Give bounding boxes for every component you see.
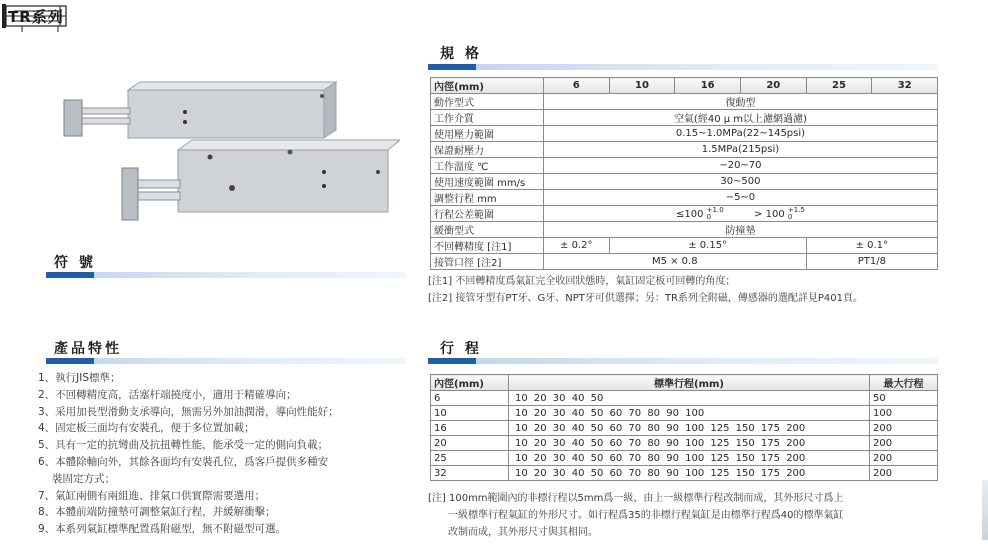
spec-col-10: 10 [609,78,675,94]
spec-row: 使用壓力範圍 0.15~1.0MPa(22~145psi) [431,126,938,142]
spec-row: 使用速度範圍 mm/s 30~500 [431,174,938,190]
spec-col-16: 16 [675,78,741,94]
stroke-note-line: 一級標準行程氣缸的外形尺寸。如行程爲35的非標行程氣缸是由標準行程爲40的標準氣缸 [448,510,844,521]
page-title: TR系列 [8,8,64,26]
spec-table [430,77,938,270]
feature-item: 6、本體除軸向外，其餘各面均有安裝孔位，爲客戶提供多種安 [38,455,329,468]
spec-col-20: 20 [740,78,806,94]
spec-row-accuracy: 不回轉精度 [注1] ± 0.2° ± 0.15° ± 0.1° [431,238,938,254]
spec-col-bore: 內徑(mm) [431,78,544,94]
spec-row: 工作溫度 ℃ −20~70 [431,158,938,174]
feature-item: 4、固定板三面均有安裝孔，便于多位置加載； [38,422,255,435]
symbol-heading: 符 號 [54,255,96,271]
product-photo [60,60,400,240]
spec-col-25: 25 [806,78,872,94]
feature-item: 1、執行JIS標準； [38,372,121,384]
stroke-note-line: 改制而成，其外形尺寸與其相同。 [448,527,598,538]
stroke-row: 25 10 20 30 40 50 60 70 80 90 100 125 150 175 200 200 [431,451,938,466]
spec-note-2: [注2] 接管牙型有PT牙、G牙、NPT牙可供選擇；另：TR系列全附磁，傳感器的選配詳見P401頁。 [428,293,864,304]
features-list [38,370,408,538]
feature-item: 7、氣缸兩側有兩組進、排氣口供實際需要選用； [38,489,266,502]
spec-row: 工作介質 空氣(經40 μ m以上濾網過濾) [431,110,938,126]
spec-col-32: 32 [872,78,938,94]
stroke-note-line: [注] 100mm範圍內的非標行程以5mm爲一級，由上一級標準行程改制而成，其外形尺寸爲上 [428,493,844,504]
page-edge-decoration [982,480,988,540]
spec-row-tolerance: 行程公差範圍 ≤100 +1.0 0 > 100 +1.5 0 [431,206,938,222]
feature-item: 9、本系列氣缸標準配置爲附磁型，無不附磁型可選。 [38,523,287,536]
spec-row: 保證耐壓力 1.5MPa(215psi) [431,142,938,158]
stroke-row: 10 10 20 30 40 50 60 70 80 90 100 100 [431,406,938,421]
feature-item: 2、不回轉精度高，活塞杆端撓度小，適用于精確導向； [38,388,297,401]
spec-row-port: 接管口徑 [注2] M5 × 0.8 PT1/8 [431,254,938,270]
feature-item: 5、具有一定的抗彎曲及抗扭轉性能，能承受一定的側向負載； [38,439,329,452]
features-heading-bar [46,358,406,364]
stroke-row: 20 10 20 30 40 50 60 70 80 90 100 125 150 175 200 200 [431,436,938,451]
stroke-note [428,490,940,541]
spec-note-1: [注1] 不回轉精度爲氣缸完全收回狀態時，氣缸固定板可回轉的角度； [428,276,736,287]
feature-item-continued: 裝固定方式； [52,472,115,485]
stroke-row: 16 10 20 30 40 50 60 70 80 90 100 125 150 175 200 200 [431,421,938,436]
spec-heading-bar [428,64,938,70]
stroke-row: 6 10 20 30 40 50 50 [431,391,938,406]
stroke-heading-bar [428,358,938,364]
spec-col-6: 6 [543,78,609,94]
spec-row: 緩衝型式 防撞墊 [431,222,938,238]
spec-heading: 規 格 [440,46,482,62]
stroke-table [430,374,938,481]
spec-header-row [431,78,938,94]
features-heading: 產品特性 [54,341,122,357]
stroke-header-row: 內徑(mm) 標準行程(mm) 最大行程 [431,375,938,391]
stroke-heading: 行 程 [440,341,482,357]
stroke-row: 32 10 20 30 40 50 60 70 80 90 100 125 150 175 200 200 [431,466,938,481]
spec-row: 調整行程 mm −5~0 [431,190,938,206]
feature-item: 3、采用加長型滑動支承導向，無需另外加油潤滑，導向性能好； [38,405,339,418]
spec-row: 動作型式 復動型 [431,94,938,110]
feature-item: 8、本體前端防撞墊可調整氣缸行程，并緩解衝擊； [38,506,276,519]
symbol-heading-bar [46,272,406,278]
